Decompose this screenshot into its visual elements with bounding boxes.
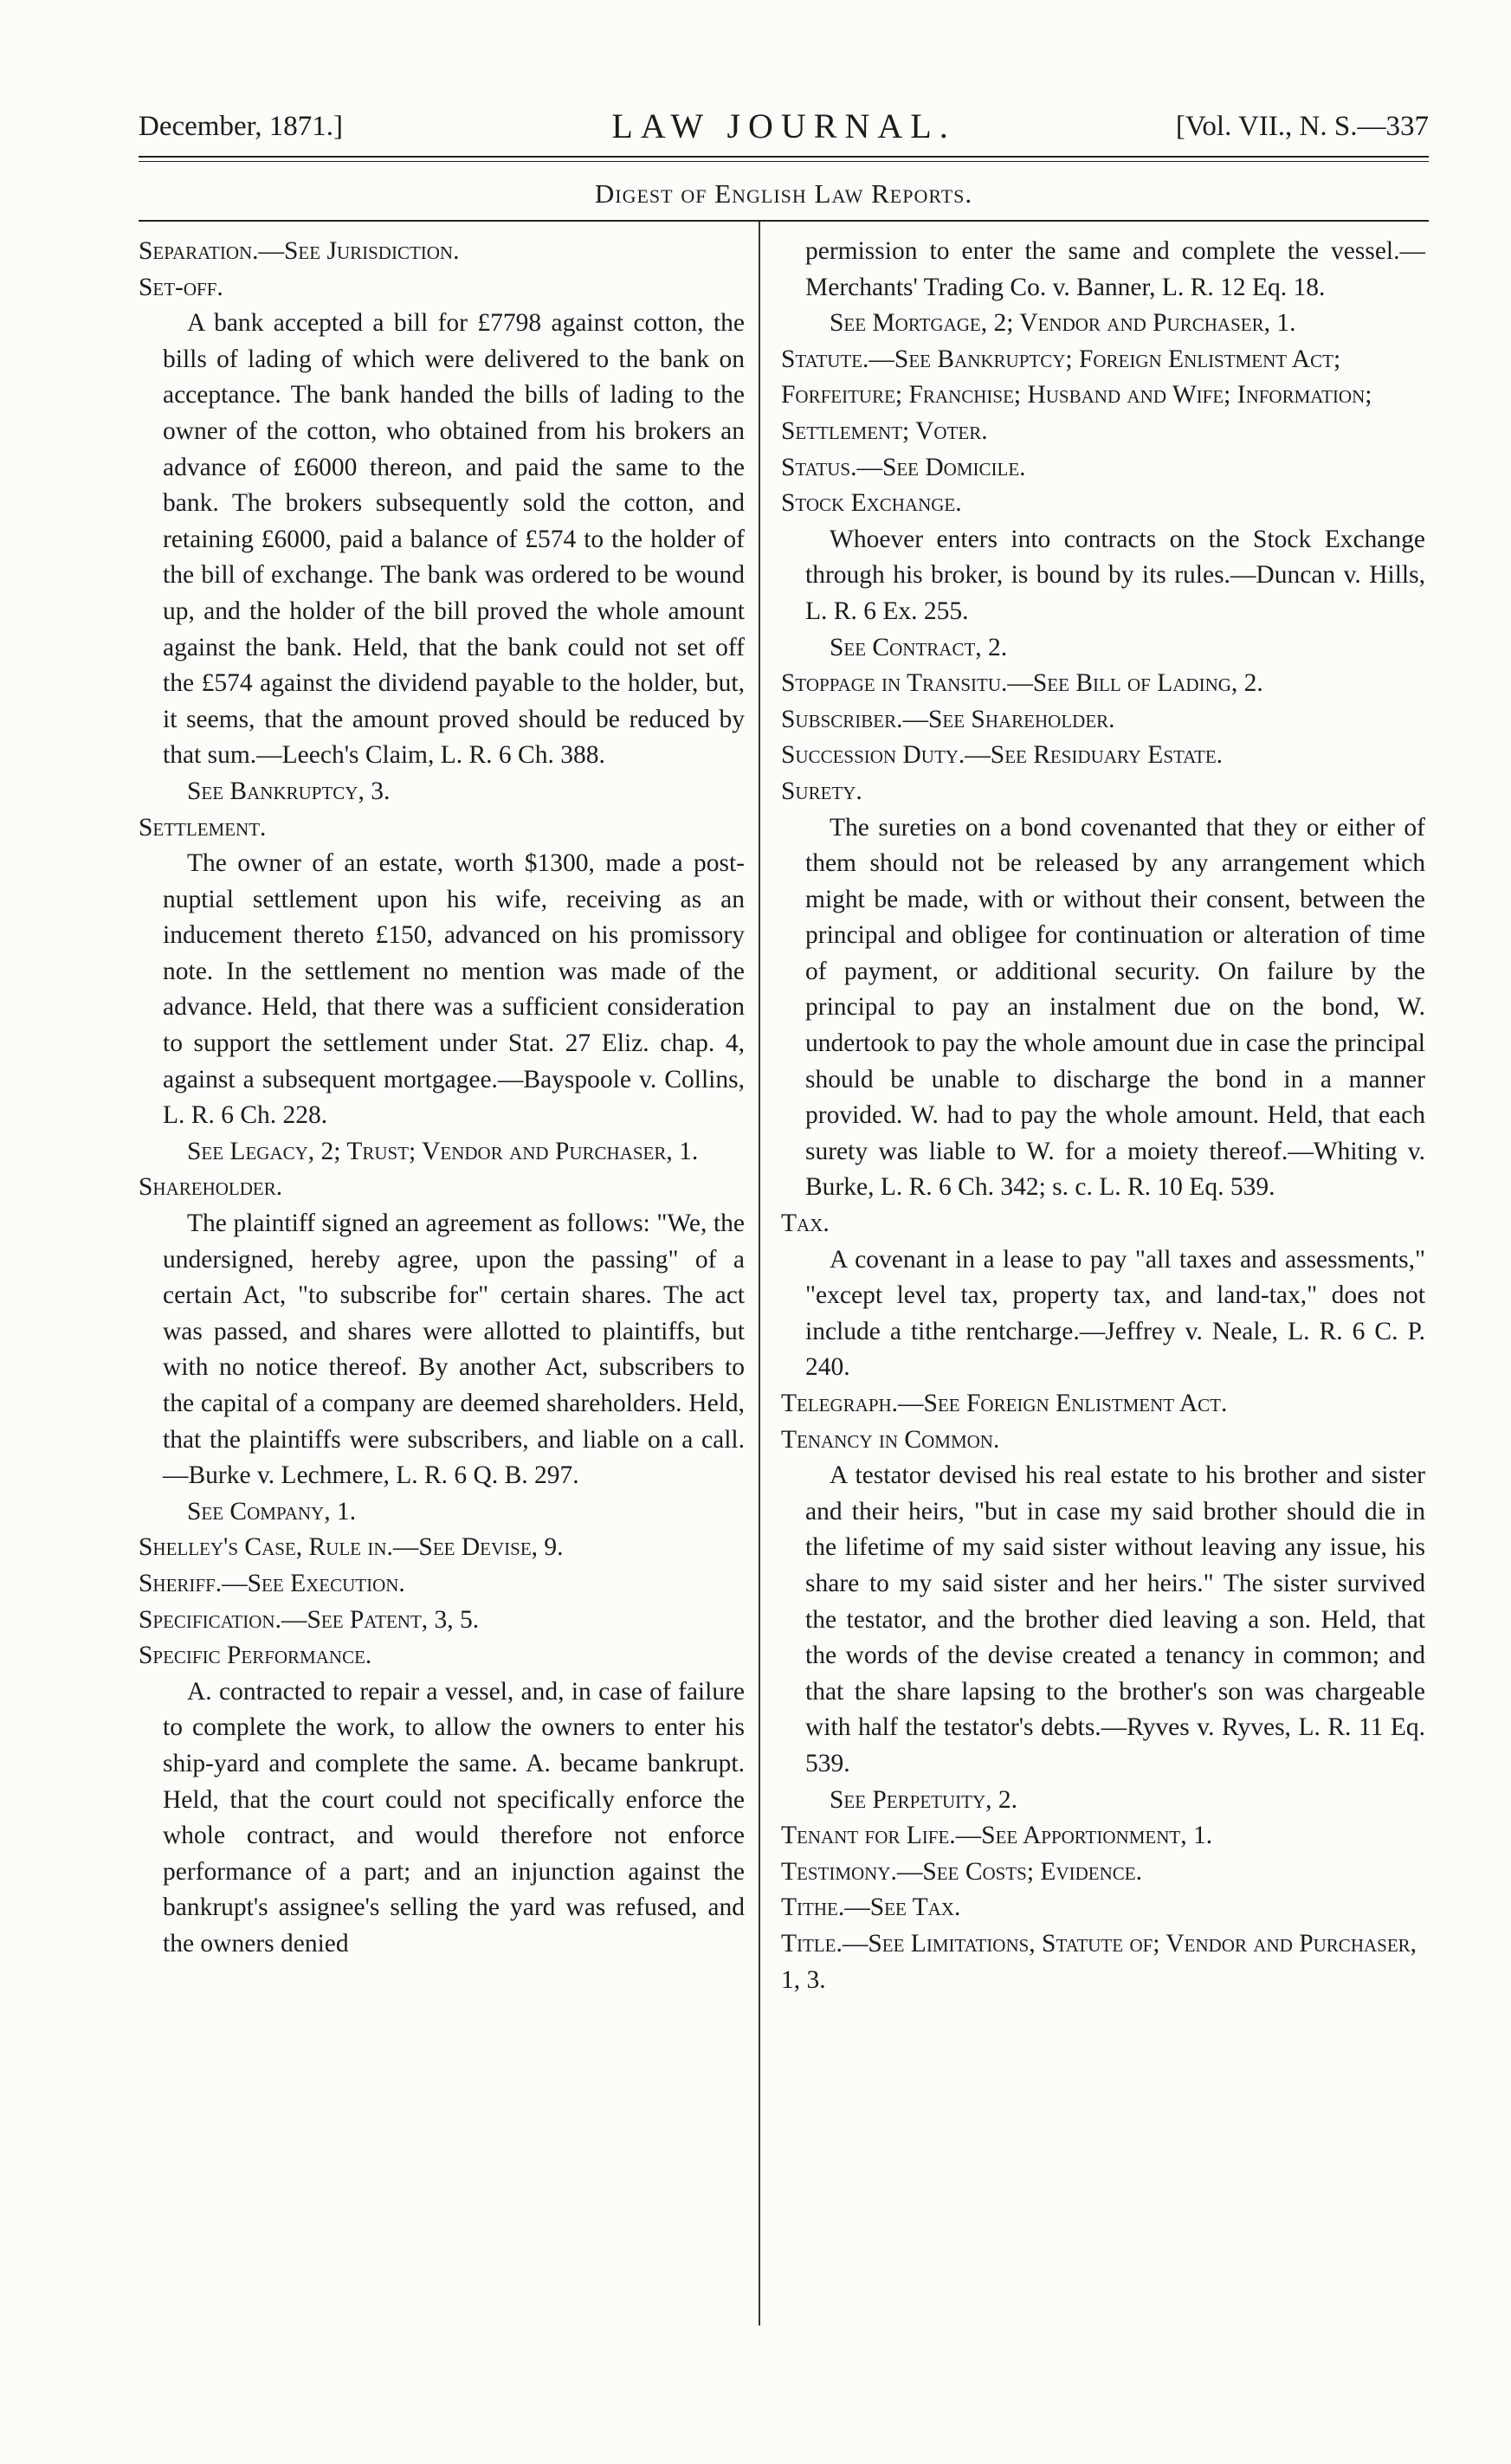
volume-page: [Vol. VII., N. S.—337: [1175, 111, 1429, 142]
left-digest-paragraph: The plaintiff signed an agreement as follows: "We, the undersigned, hereby agree, upon the passing" of a certain Act, "to subscribe for" certain shares. The act was passed, and shares were allotted to plaintiffs, but with no notice thereof. By another Act, subscribers to the capital of a company are deemed shareholders. Held, that the plaintiffs were subscribers, and liable on a call.—Burke v. Lechmere, L. R. 6 Q. B. 297.: [163, 1209, 745, 1490]
journal-title: LAW JOURNAL.: [611, 106, 956, 145]
left-digest-paragraph: A bank accepted a bill for £7798 against cotton, the bills of lading of which were delivered to the bank on acceptance. The bank handed the bills of lading to the owner of the cotton, who obtained from his brokers an advance of £6000 thereon, and paid the same to the bank. The brokers subsequently sold the cotton, and retaining £6000, paid a balance of £574 to the holder of the bill of exchange. The bank was ordered to be wound up, and the holder of the bill proved the whole amount against the bank. Held, that the bank could not set off the £574 against the dividend payable to the holder, but, it seems, that the amount proved should be reduced by that sum.—Leech's Claim, L. R. 6 Ch. 388.: [163, 309, 745, 770]
left-heading: Shelley's Case, Rule in.—See Devise, 9.: [139, 1533, 564, 1562]
issue-date: December, 1871.]: [139, 111, 343, 142]
right-cross-reference: See Perpetuity, 2.: [830, 1785, 1018, 1814]
right-cross-reference: See Contract, 2.: [830, 633, 1008, 661]
column-divider: [759, 222, 760, 2325]
left-cross-reference: See Bankruptcy, 3.: [187, 777, 391, 805]
right-heading: Testimony.—See Costs; Evidence.: [781, 1857, 1142, 1886]
right-heading: Subscriber.—See Shareholder.: [781, 705, 1115, 733]
left-heading: Shareholder.: [139, 1173, 283, 1202]
left-heading: Set-off.: [139, 273, 223, 301]
left-heading: Separation.—See Jurisdiction.: [139, 237, 460, 265]
section-title: Digest of English Law Reports.: [594, 178, 973, 209]
left-cross-reference: See Legacy, 2; Trust; Vendor and Purchaser, 1.: [187, 1137, 699, 1165]
right-digest-paragraph: A covenant in a lease to pay "all taxes and assessments," "except level tax, property tax, and land-tax," does not include a tithe rentcharge.—Jeffrey v. Neale, L. R. 6 C. P. 240.: [805, 1245, 1425, 1382]
right-heading: Succession Duty.—See Residuary Estate.: [781, 741, 1224, 770]
right-digest-paragraph: The sureties on a bond covenanted that they or either of them should not be released by any arrangement which might be made, with or without their consent, between the principal and obligee for continuation or alteration of time of payment, or additional security. On failure by the principal to pay an instalment due on the bond, W. undertook to pay the whole amount due in case the principal should be unable to discharge the bond in a manner provided. W. had to pay the whole amount. Held, that each surety was liable to W. for a moiety thereof.—Whiting v. Burke, L. R. 6 Ch. 342; s. c. L. R. 10 Eq. 539.: [805, 813, 1425, 1202]
right-digest-paragraph: permission to enter the same and complete the vessel.—Merchants' Trading Co. v. Banner, L. R. 12 Eq. 18.: [805, 237, 1425, 301]
left-column: [139, 234, 745, 1963]
right-heading: Stoppage in Transitu.—See Bill of Lading, 2.: [781, 669, 1263, 698]
left-heading: Sheriff.—See Execution.: [139, 1569, 405, 1597]
right-heading: Tax.: [781, 1209, 830, 1238]
right-heading: Tenant for Life.—See Apportionment, 1.: [781, 1822, 1213, 1850]
right-heading: Status.—See Domicile.: [781, 453, 1026, 481]
header-rule-thin: [139, 161, 1429, 162]
header-rule-top: [139, 156, 1429, 158]
right-cross-reference: See Mortgage, 2; Vendor and Purchaser, 1.: [830, 309, 1296, 338]
section-rule: [139, 220, 1429, 222]
left-digest-paragraph: A. contracted to repair a vessel, and, in case of failure to complete the work, to allow the owners to enter his ship-yard and complete the same. A. became bankrupt. Held, that the court could not specifically enforce the whole contract, and would therefore not enforce performance of a part; and an injunction against the bankrupt's assignee's selling the yard was refused, and the owners denied: [163, 1677, 745, 1958]
right-column: [781, 234, 1425, 1998]
right-heading: Title.—See Limitations, Statute of; Vendor and Purchaser, 1, 3.: [781, 1929, 1417, 1994]
right-heading: Tithe.—See Tax.: [781, 1893, 961, 1922]
right-heading: Telegraph.—See Foreign Enlistment Act.: [781, 1390, 1228, 1417]
right-digest-paragraph: Whoever enters into contracts on the Stock Exchange through his broker, is bound by its rules.—Duncan v. Hills, L. R. 6 Ex. 255.: [805, 525, 1425, 625]
running-head: [139, 102, 1429, 149]
left-heading: Settlement.: [139, 813, 267, 842]
left-digest-paragraph: The owner of an estate, worth $1300, made a post-nuptial settlement upon his wife, receiving as an inducement thereto £150, advanced on his promissory note. In the settlement no mention was made of the advance. Held, that there was a sufficient consideration to support the settlement under Stat. 27 Eliz. chap. 4, against a subsequent mortgagee.—Bayspoole v. Collins, L. R. 6 Ch. 228.: [163, 849, 745, 1130]
right-heading: Statute.—See Bankruptcy; Foreign Enlistment Act; Forfeiture; Franchise; Husband and Wife; Information; Settlement; Voter.: [781, 345, 1372, 445]
right-heading: Surety.: [781, 777, 862, 805]
right-digest-paragraph: A testator devised his real estate to his brother and sister and their heirs, "but in case my said brother should die in the lifetime of my said sister without leaving any issue, his share to my said sister and her heirs." The sister survived the testator, and the brother died leaving a son. Held, that the words of the devise created a tenancy in common; and that the share lapsing to the brother's son was chargeable with half the testator's debts.—Ryves v. Ryves, L. R. 11 Eq. 539.: [805, 1461, 1425, 1777]
left-heading: Specific Performance.: [139, 1642, 372, 1670]
left-heading: Specification.—See Patent, 3, 5.: [139, 1605, 480, 1634]
right-heading: Stock Exchange.: [781, 489, 962, 518]
left-cross-reference: See Company, 1.: [187, 1497, 357, 1525]
right-heading: Tenancy in Common.: [781, 1425, 1000, 1454]
